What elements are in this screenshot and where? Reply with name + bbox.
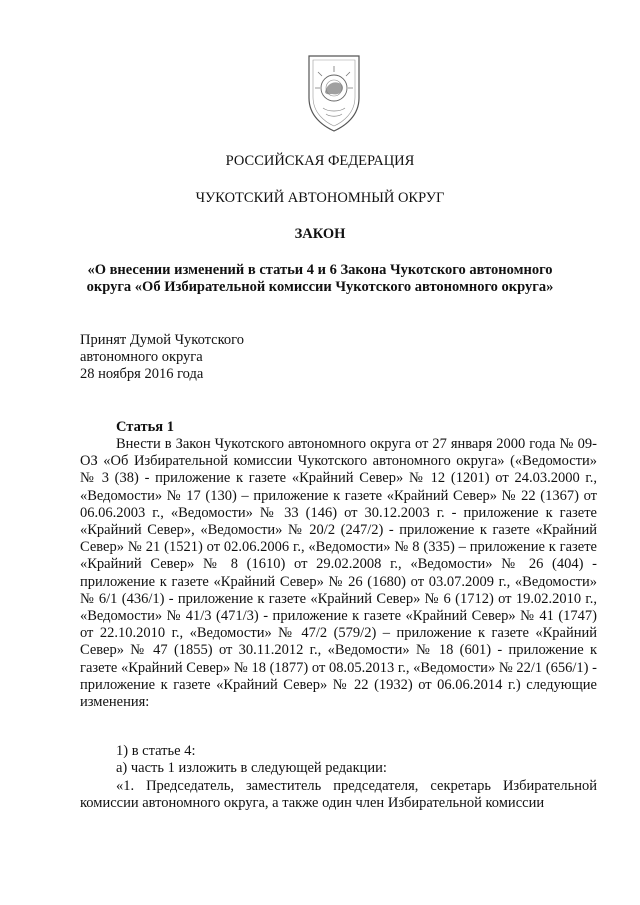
document-type-heading: ЗАКОН [294, 226, 346, 242]
adoption-date: 28 ноября 2016 года [80, 366, 204, 382]
article-1-paragraph: Внести в Закон Чукотского автономного округа от 27 января 2000 года № 09-ОЗ «Об Избирательной комиссии Чукотского автономного округа» («Ведомости» № 3 (38) - приложение к газете «Крайний Север» № 12 (1201) от 24.03.2000 г., «Ведомости» № 17 (130) – приложение к газете «Крайний Север» № 22 (1367) от 06.06.2003 г., «Ведомости» № 33 (146) от 30.12.2003 г. - приложение к газете «Крайний Север», «Ведомости» № 20/2 (247/2) - приложение к газете «Крайний Север» № 21 (1521) от 02.06.2006 г., «Ведомости» № 8 (335) – приложение к газете «Крайний Север» № 8 (1610) от 29.02.2008 г., «Ведомости» № 26 (404) - приложение к газете «Крайний Север» № 26 (1680) от 03.07.2009 г., «Ведомости» № 6/1 (436/1) - приложение к газете «Крайний Север» № 6 (1712) от 19.02.2010 г., «Ведомости» № 41/3 (471/3) - приложение к газете «Крайний Север» № 41 (1747) от 22.10.2010 г., «Ведомости» № 47/2 (579/2) – приложение к газете «Крайний Север» № 47 (1855) от 30.11.2012 г., «Ведомости» № 18 (601) - приложение к газете «Крайний Север» № 18 (1877) от 08.05.2013 г., «Ведомости» № 22/1 (656/1) - приложение к газете «Крайний Север» № 22 (1932) от 06.06.2014 г.) следующие изменения: [80, 436, 597, 711]
law-title-line-2: округа «Об Избирательной комиссии Чукотского автономного округа» [86, 279, 554, 295]
article-1-title: Статья 1 [116, 419, 174, 435]
amendment-item-1: 1) в статье 4: [116, 743, 196, 759]
adopted-by-line-1: Принят Думой Чукотского [80, 332, 245, 348]
amendment-subitem-a: а) часть 1 изложить в следующей редакции: [116, 760, 387, 776]
federation-heading: РОССИЙСКАЯ ФЕДЕРАЦИЯ [225, 153, 415, 169]
coat-of-arms-emblem [303, 50, 365, 134]
law-title-line-1: «О внесении изменений в статьи 4 и 6 Закона Чукотского автономного [87, 262, 553, 278]
amendment-quote-text: «1. Председатель, заместитель председателя, секретарь Избирательной комиссии автономного округа, а также один член Избирательной комиссии [80, 778, 597, 812]
adopted-by-line-2: автономного округа [80, 349, 203, 365]
okrug-heading: ЧУКОТСКИЙ АВТОНОМНЫЙ ОКРУГ [195, 190, 445, 206]
